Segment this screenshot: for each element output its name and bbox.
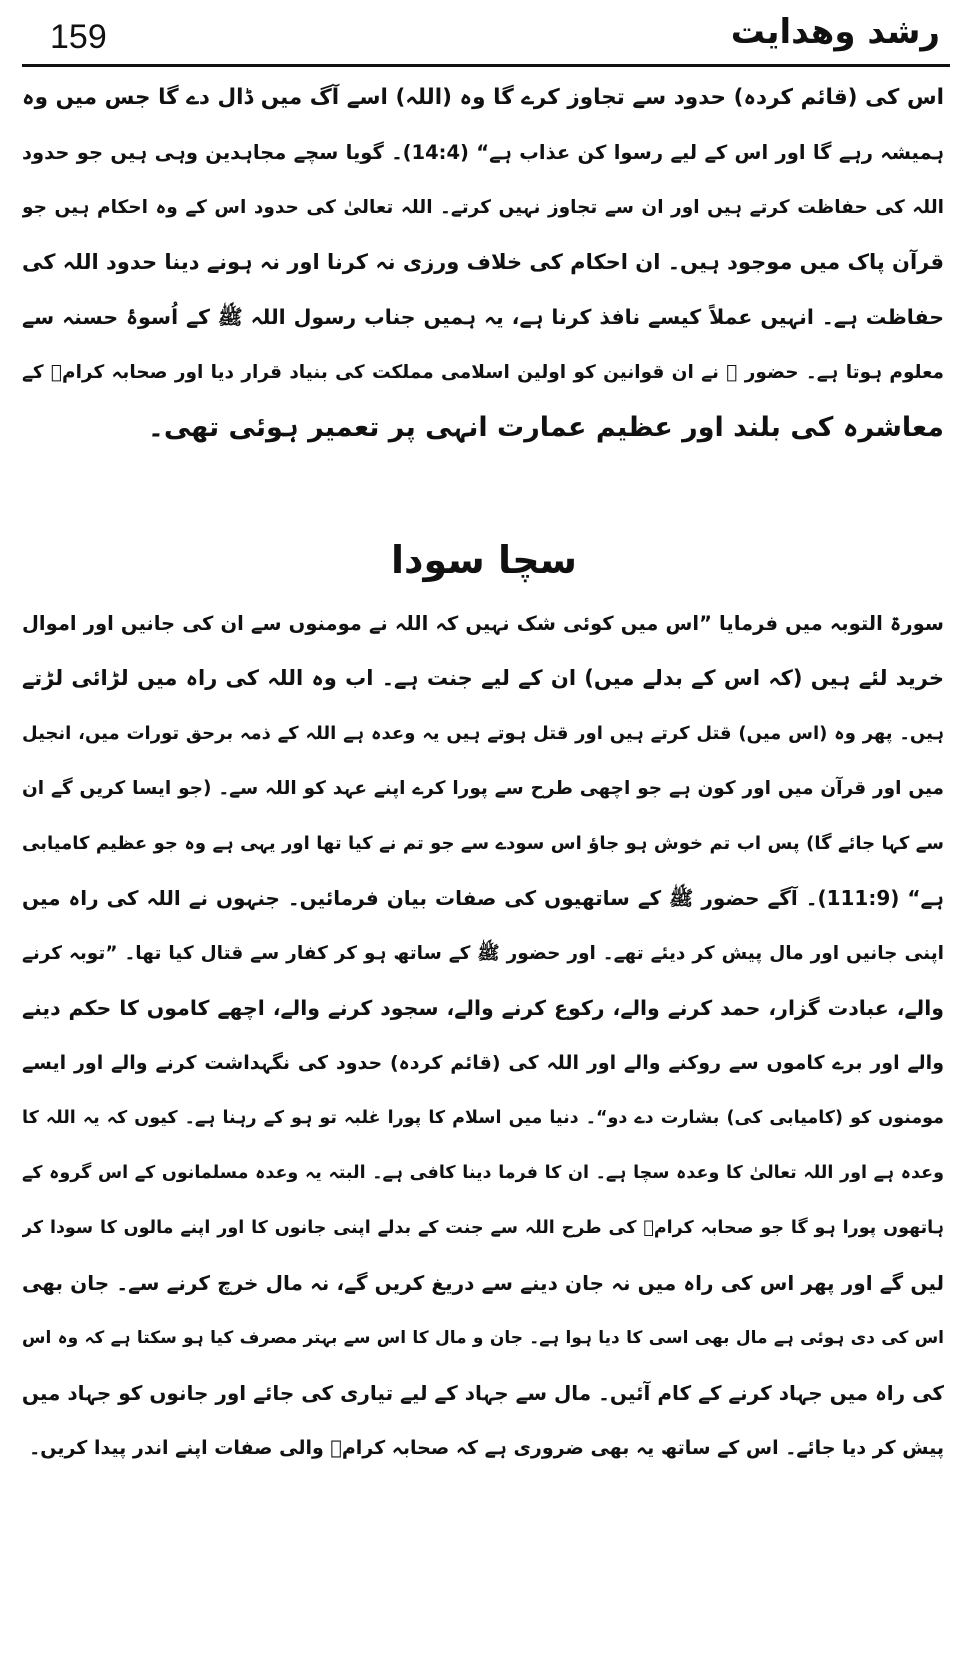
text-line: وعدہ ہے اور اللہ تعالیٰ کا وعدہ سچا ہے۔ ان کا فرما دینا کافی ہے۔ البتہ یہ وعدہ مسلمانوں کے اس گروہ کے <box>22 1163 944 1183</box>
text-line: سورۃ التوبہ میں فرمایا ”اس میں کوئی شک نہیں کہ اللہ نے مومنوں سے ان کی جانیں اور اموال <box>22 612 944 635</box>
text-line: مومنوں کو (کامیابی کی) بشارت دے دو“۔ دنیا میں اسلام کا پورا غلبہ تو ہو کے رہنا ہے۔ کیوں کہ یہ اللہ کا <box>22 1108 944 1128</box>
header-divider <box>22 64 950 67</box>
text-line: سے کہا جائے گا) پس اب تم خوش ہو جاؤ اس سودے سے جو تم نے کیا تھا اور یہی ہے وہ جو عظیم کامیابی <box>22 833 944 854</box>
text-line: میں اور قرآن میں اور کون ہے جو اچھی طرح سے پورا کرے اپنے عہد کو اللہ سے۔ (جو ایسا کریں گے ان <box>22 778 944 799</box>
text-line: اپنی جانیں اور مال پیش کر دیئے تھے۔ اور حضور ﷺ کے ساتھ ہو کر کفار سے قتال کیا تھا۔ ”توبہ کرنے <box>22 943 944 964</box>
text-line: معاشرہ کی بلند اور عظیم عمارت انہی پر تعمیر ہوئی تھی۔ <box>148 412 944 443</box>
text-line: والے، عبادت گزار، حمد کرنے والے، رکوع کرنے والے، سجود کرنے والے، اچھے کاموں کا حکم دینے <box>22 996 944 1020</box>
text-line: اس کی (قائم کردہ) حدود سے تجاوز کرے گا وہ (اللہ) اسے آگ میں ڈال دے گا جس میں وہ <box>22 85 944 110</box>
text-line: لیں گے اور پھر اس کی راہ میں نہ جان دینے سے دریغ کریں گے، نہ مال خرچ کرنے سے۔ جان بھی <box>22 1271 944 1295</box>
section-heading: سچا سودا <box>391 538 577 582</box>
running-title: رشد وهدایت <box>730 12 940 52</box>
page-number: 159 <box>50 18 107 56</box>
paragraph-sacha-sauda <box>22 596 944 1476</box>
text-line: ہیں۔ پھر وہ (اس میں) قتل کرتے ہیں اور قتل ہوتے ہیں یہ وعدہ ہے اللہ کے ذمہ برحق تورات میں، انجیل <box>22 723 944 744</box>
text-line: والے اور برے کاموں سے روکنے والے اور اللہ کی (قائم کردہ) حدود کی نگہداشت کرنے والے اور ایسے <box>22 1052 944 1074</box>
text-line: حفاظت ہے۔ انہیں عملاً کیسے نافذ کرنا ہے، یہ ہمیں جناب رسول اللہ ﷺ کے اُسوۂ حسنہ سے <box>22 305 944 329</box>
text-line: ہمیشہ رہے گا اور اس کے لیے رسوا کن عذاب ہے“ (14:4)۔ گویا سچے مجاہدین وہی ہیں جو حدود <box>22 141 944 164</box>
text-line: پیش کر دیا جائے۔ اس کے ساتھ یہ بھی ضروری ہے کہ صحابہ کرامؓ والی صفات اپنے اندر پیدا کریں۔ <box>29 1437 944 1459</box>
text-line: قرآن پاک میں موجود ہیں۔ ان احکام کی خلاف ورزی نہ کرنا اور نہ ہونے دینا حدود اللہ کی <box>22 250 944 274</box>
page-header <box>22 10 950 66</box>
text-line: ہے“ (111:9)۔ آگے حضور ﷺ کے ساتھیوں کی صفات بیان فرمائیں۔ جنہوں نے اللہ کی راہ میں <box>22 886 944 910</box>
text-line: معلوم ہوتا ہے۔ حضور ﷺ نے ان قوانین کو اولین اسلامی مملکت کی بنیاد قرار دیا اور صحابہ کرامؓ کے <box>22 362 944 383</box>
text-line: ہاتھوں پورا ہو گا جو صحابہ کرامؓ کی طرح اللہ سے جنت کے بدلے اپنی جانوں کا اور اپنے مالوں کا سودا کر <box>22 1218 944 1238</box>
paragraph-hudood <box>22 70 944 455</box>
text-line: خرید لئے ہیں (کہ اس کے بدلے میں) ان کے لیے جنت ہے۔ اب وہ اللہ کی راہ میں لڑائی لڑتے <box>22 666 944 690</box>
text-line: کی راہ میں جہاد کرنے کے کام آئیں۔ مال سے جہاد کے لیے تیاری کی جائے اور جانوں کو جہاد میں <box>22 1381 944 1405</box>
text-line: اس کی دی ہوئی ہے مال بھی اسی کا دیا ہوا ہے۔ جان و مال کا اس سے بہتر مصرف کیا ہو سکتا ہے کہ وہ اس <box>22 1328 944 1348</box>
text-line: اللہ کی حفاظت کرتے ہیں اور ان سے تجاوز نہیں کرتے۔ اللہ تعالیٰ کی حدود اس کے وہ احکام ہیں جو <box>22 197 944 218</box>
